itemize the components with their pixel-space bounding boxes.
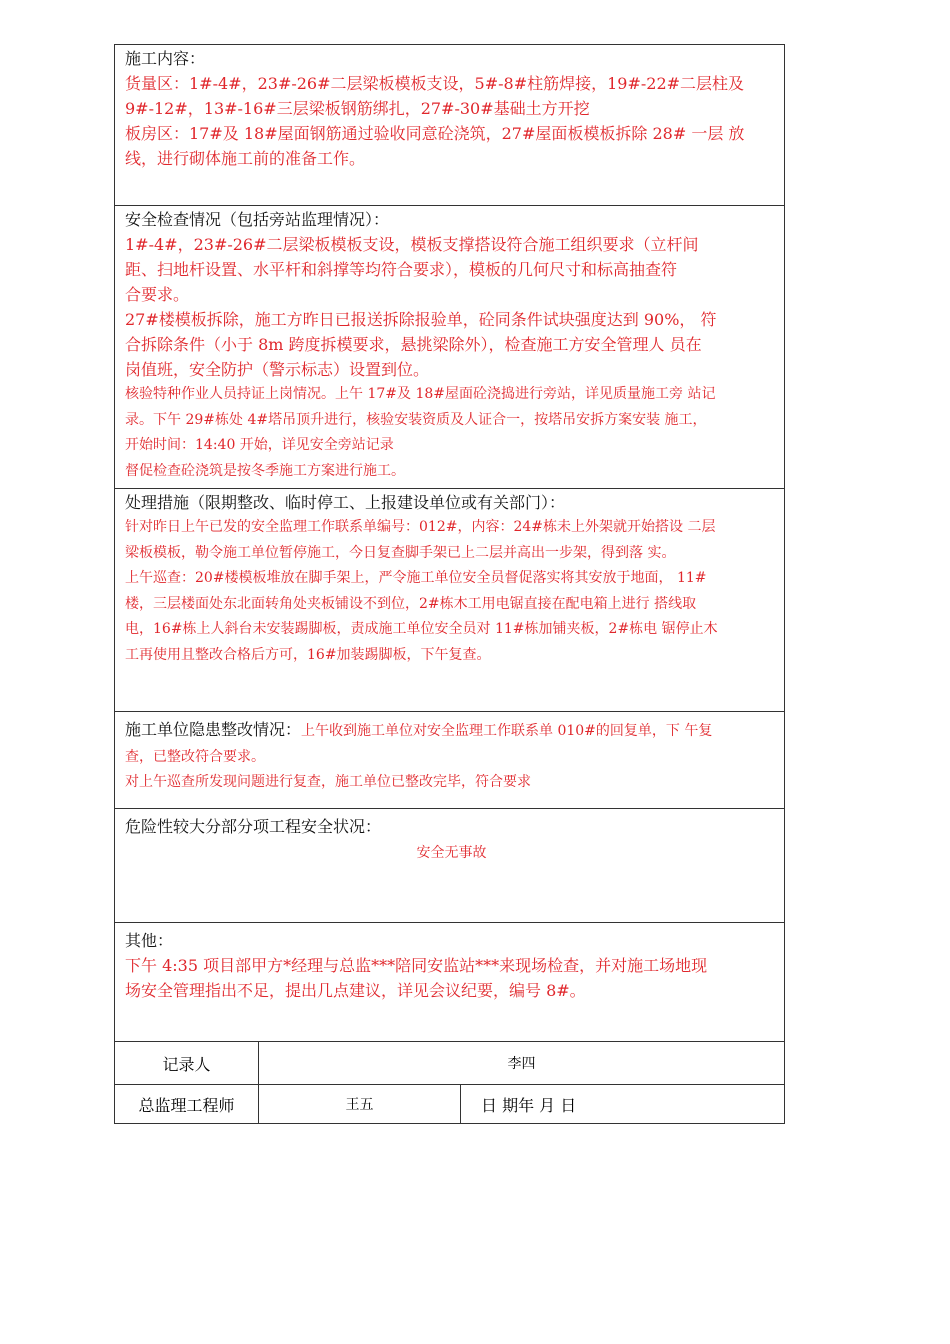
- construction-line: 板房区：17#及 18#屋面钢筋通过验收同意砼浇筑，27#屋面板模板拆除 28# 一层 放: [125, 124, 745, 143]
- safety-check-line: 1#-4#，23#-26#二层梁板模板支设，模板支撑搭设符合施工组织要求（立杆间: [125, 235, 699, 254]
- construction-line: 货量区：1#-4#，23#-26#二层梁板模板支设，5#-8#柱筋焊接，19#-22#二层柱及: [125, 74, 745, 93]
- other-heading: 其他：: [125, 931, 174, 950]
- chief-label: 总监理工程师: [115, 1085, 259, 1124]
- construction-line: 9#-12#，13#-16#三层梁板钢筋绑扎，27#-30#基础土方开挖: [125, 99, 590, 118]
- supervision-log-table: [114, 44, 785, 1124]
- construction-line: 线，进行砌体施工前的准备工作。: [125, 149, 366, 168]
- recorder-row: [115, 1042, 785, 1085]
- recorder-value: 李四: [259, 1042, 785, 1085]
- rectification-text: 上午收到施工单位对安全监理工作联系单 010#的回复单，下 午复: [301, 723, 713, 739]
- chief-value: 王五: [259, 1085, 461, 1124]
- dangerous-status: 安全无事故: [416, 845, 487, 861]
- safety-check-line: 录。下午 29#栋处 4#塔吊顶升进行，核验安装资质及人证合一，按塔吊安拆方案安装 施工，: [125, 411, 707, 428]
- rectification-heading: 施工单位隐患整改情况：: [125, 720, 302, 739]
- measures-line: 梁板模板，勒令施工单位暂停施工，今日复查脚手架已上二层并高出一步架，得到落 实。: [125, 544, 676, 561]
- dangerous-heading: 危险性较大分部分项工程安全状况：: [125, 817, 382, 836]
- other-line: 场安全管理指出不足，提出几点建议，详见会议纪要，编号 8#。: [125, 981, 586, 1000]
- rectification-section: [115, 712, 785, 809]
- date-field: 日 期年 月 日: [461, 1085, 785, 1124]
- rectification-first-line: [125, 718, 778, 745]
- safety-check-section: [115, 206, 785, 489]
- safety-check-line: 岗值班，安全防护（警示标志）设置到位。: [125, 360, 430, 379]
- construction-heading: 施工内容：: [125, 49, 206, 68]
- safety-check-line: 合拆除条件（小于 8m 跨度拆模要求，悬挑梁除外），检查施工方安全管理人 员在: [125, 335, 702, 354]
- recorder-label: 记录人: [115, 1042, 259, 1085]
- supervision-log-page: [114, 44, 784, 1124]
- rectification-line: 对上午巡查所发现问题进行复查，施工单位已整改完毕，符合要求: [125, 774, 531, 790]
- other-section: [115, 923, 785, 1042]
- measures-line: 工再使用且整改合格后方可，16#加装踢脚板，下午复查。: [125, 646, 491, 663]
- chief-row: [115, 1085, 785, 1124]
- other-line: 下午 4:35 项目部甲方*经理与总监***陪同安监站***来现场检查，并对施工场地现: [125, 956, 708, 975]
- measures-line: 电，16#栋上人斜台未安装踢脚板，责成施工单位安全员对 11#栋加铺夹板，2#栋电 锯停止木: [125, 621, 718, 637]
- measures-heading: 处理措施（限期整改、临时停工、上报建设单位或有关部门）：: [125, 493, 566, 512]
- safety-check-line: 开始时间：14:40 开始，详见安全旁站记录: [125, 437, 394, 453]
- safety-check-heading: 安全检查情况（包括旁站监理情况）：: [125, 210, 390, 229]
- measures-line: 上午巡查：20#楼模板堆放在脚手架上，严令施工单位安全员督促落实将其安放于地面， 11#: [125, 570, 707, 586]
- measures-line: 针对昨日上午已发的安全监理工作联系单编号：012#，内容：24#栋未上外架就开始搭设 二层: [125, 519, 716, 535]
- safety-check-line: 核验特种作业人员持证上岗情况。上午 17#及 18#屋面砼浇捣进行旁站，详见质量施工旁 站记: [125, 386, 716, 402]
- rectification-line: 查，已整改符合要求。: [125, 748, 265, 765]
- safety-check-line: 距、扫地杆设置、水平杆和斜撑等均符合要求），模板的几何尺寸和标高抽查符: [125, 260, 678, 279]
- safety-check-line: 合要求。: [125, 285, 190, 304]
- dangerous-section: [115, 809, 785, 923]
- safety-check-line: 27#楼模板拆除，施工方昨日已报送拆除报验单，砼同条件试块强度达到 90%， 符: [125, 310, 717, 329]
- measures-section: [115, 489, 785, 712]
- measures-line: 楼，三层楼面处东北面转角处夹板铺设不到位，2#栋木工用电锯直接在配电箱上进行 搭线取: [125, 595, 697, 612]
- construction-section: [115, 45, 785, 206]
- safety-check-line: 督促检查砼浇筑是按冬季施工方案进行施工。: [125, 462, 405, 479]
